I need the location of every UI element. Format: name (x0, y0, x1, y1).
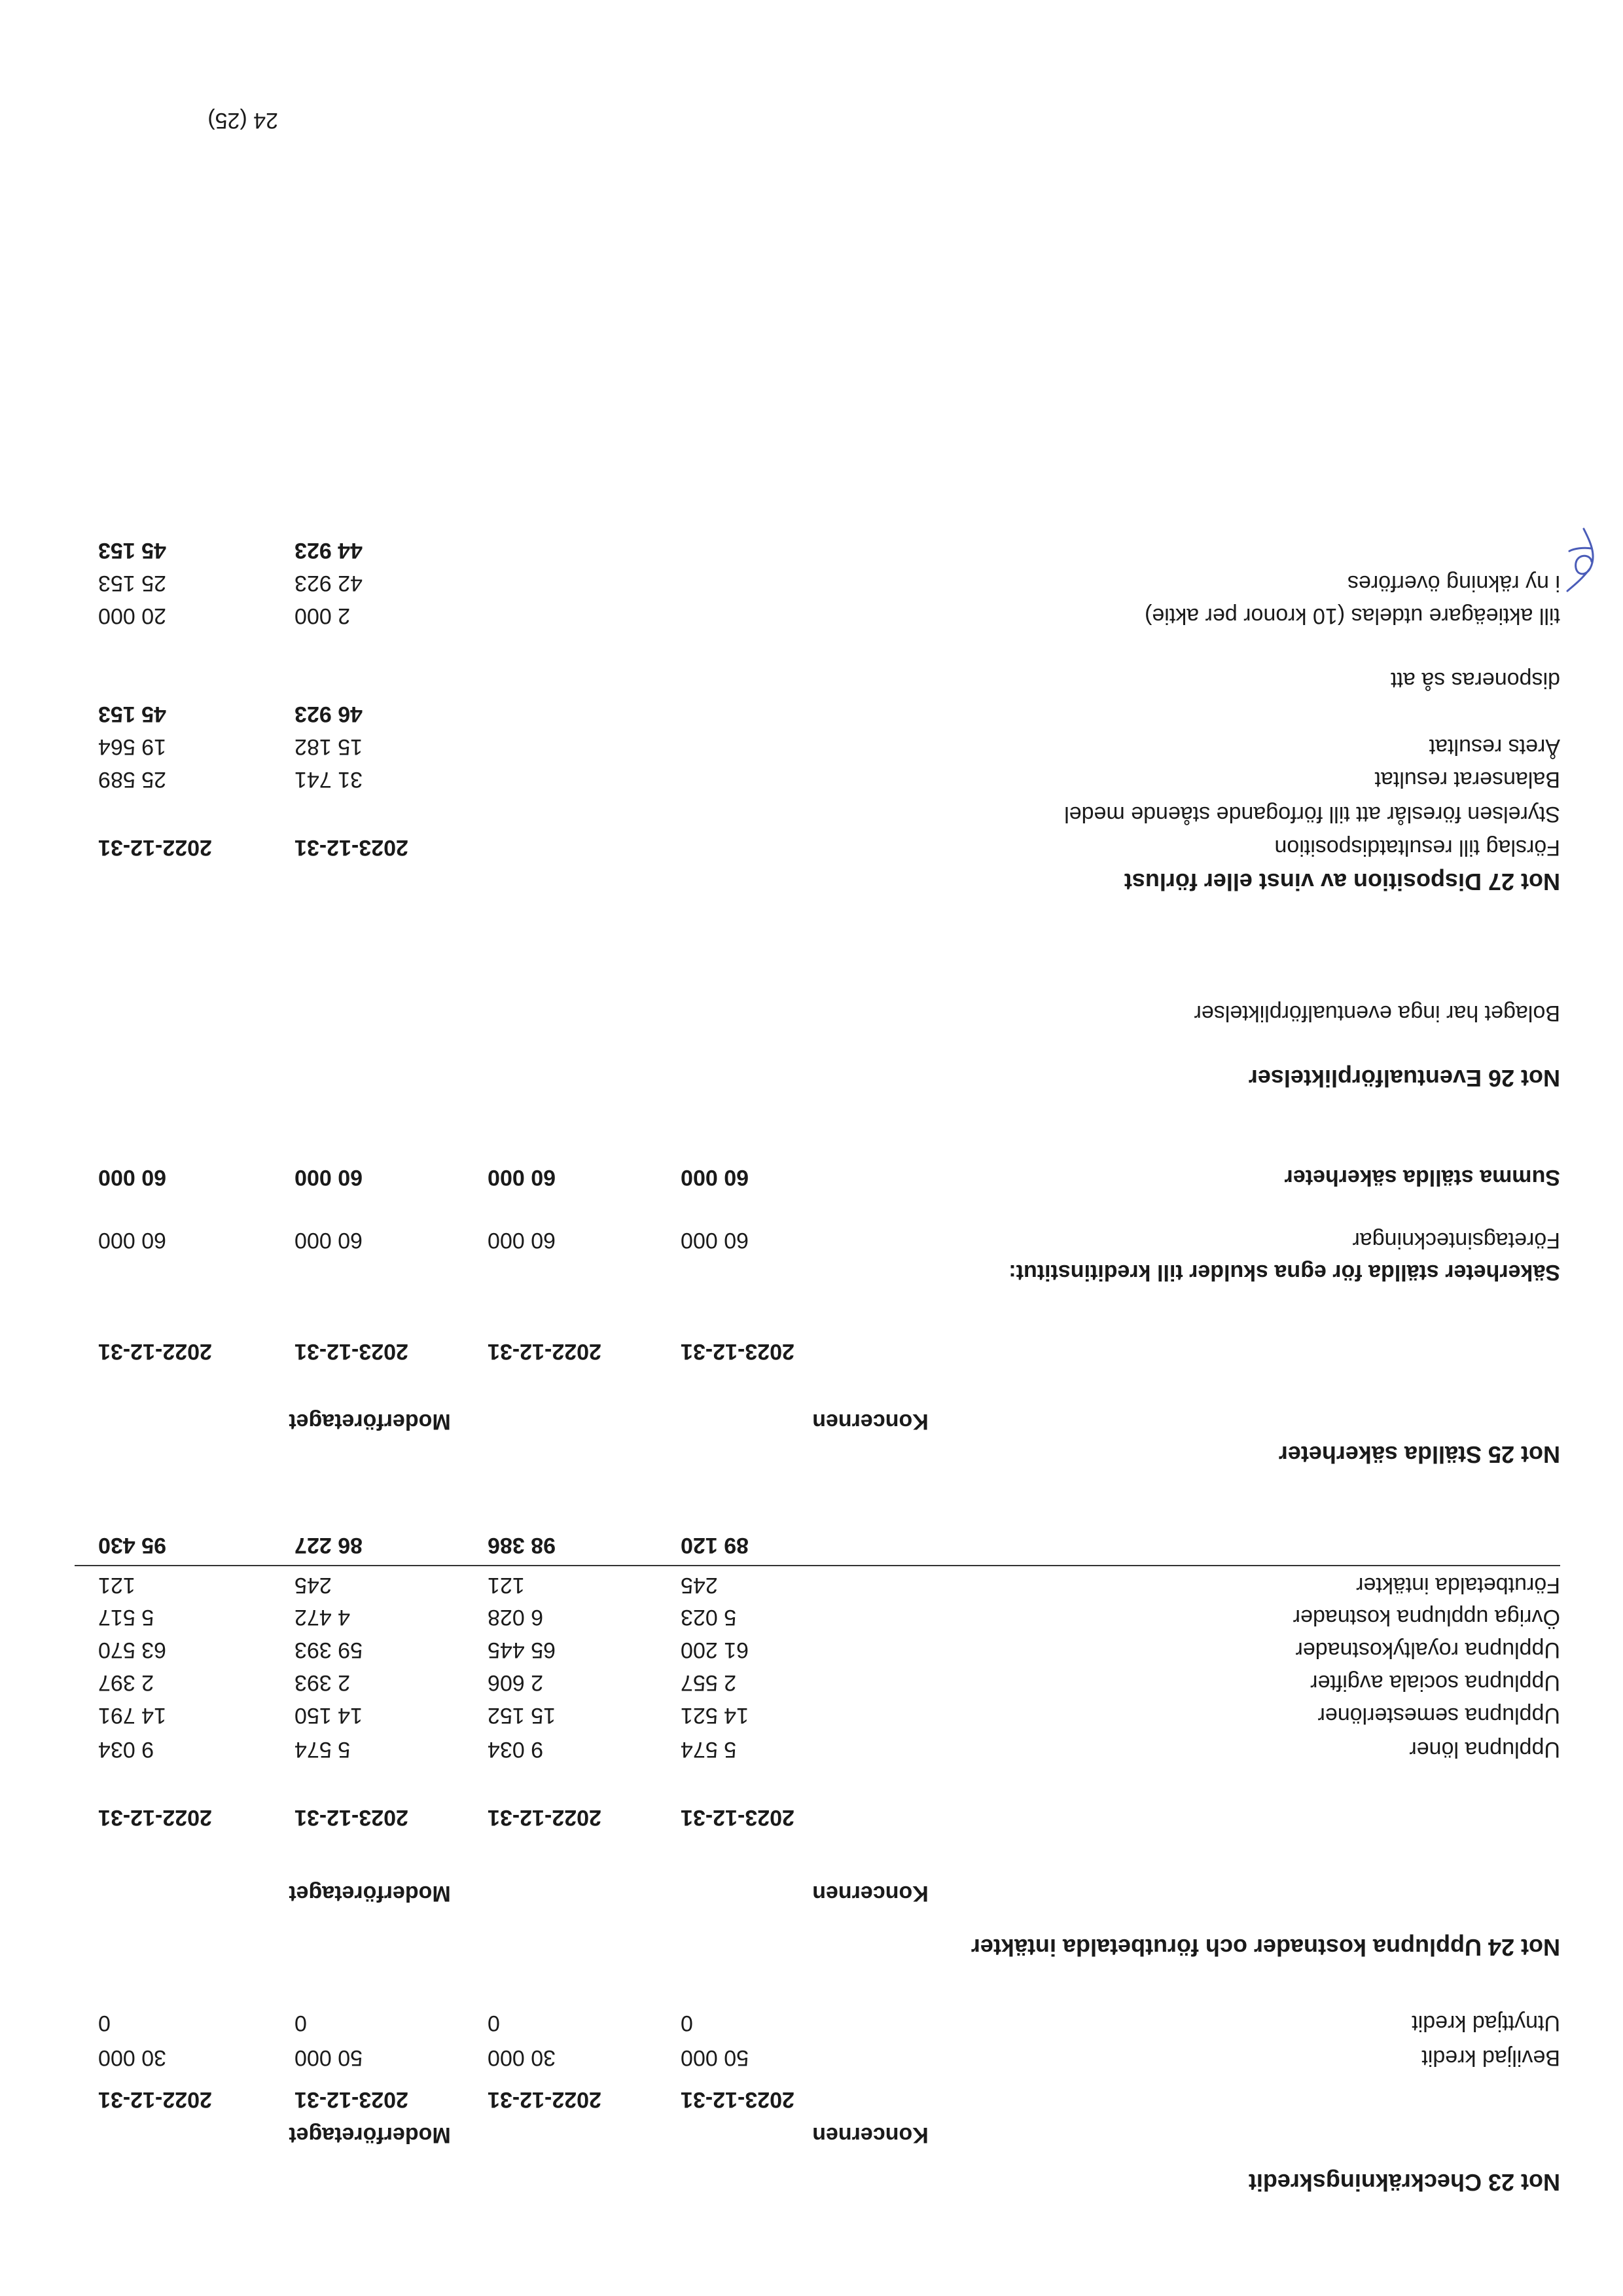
not27-row-value: 25 589 (98, 767, 166, 792)
not27-col-1: 2023-12-31 (294, 835, 408, 860)
not24-row-value: 9 034 (488, 1737, 544, 1762)
not24-row-value: 9 034 (98, 1737, 154, 1762)
not23-row-value: 50 000 (681, 2045, 749, 2070)
group-moderforetaget: Moderföretaget (289, 1409, 451, 1434)
not24-row-value: 6 028 (488, 1605, 544, 1630)
not25-col-2: 2022-12-31 (488, 1339, 601, 1364)
not24-total-rule (75, 1565, 1560, 1566)
not27-row-label: Balanserat resultat (1374, 767, 1560, 792)
not24-row-value: 5 574 (294, 1737, 351, 1762)
not27-sum2-value: 44 923 (294, 538, 363, 563)
not24-row-value: 2 397 (98, 1670, 154, 1695)
not24-row-value: 121 (98, 1573, 135, 1598)
not27-sum2-value: 45 153 (98, 538, 166, 563)
not24-col-3: 2023-12-31 (294, 1805, 408, 1830)
not25-total-value: 60 000 (488, 1165, 556, 1190)
not26-text: Bolaget har inga eventualförpliktelser (1194, 1001, 1560, 1026)
not23-row-value: 0 (681, 2011, 693, 2036)
not27-row-label: Årets resultat (1429, 734, 1560, 759)
not27-row2-value: 2 000 (294, 603, 351, 628)
not24-col-2: 2022-12-31 (488, 1805, 601, 1830)
not24-row-value: 2 606 (488, 1670, 544, 1695)
not27-row-value: 19 564 (98, 734, 166, 759)
not24-total-value: 98 386 (488, 1533, 556, 1558)
not24-row-value: 59 393 (294, 1638, 363, 1662)
not24-row-value: 14 791 (98, 1703, 166, 1728)
not24-row-label: Upplupna löner (1409, 1737, 1560, 1762)
not24-total-value: 89 120 (681, 1533, 749, 1558)
not23-col-4: 2022-12-31 (98, 2087, 212, 2112)
not23-title: Not 23 Checkräkningskredit (1248, 2169, 1560, 2196)
not24-col-1: 2023-12-31 (681, 1805, 794, 1830)
not24-row-label: Övriga upplupna kostnader (1293, 1605, 1560, 1630)
not24-row-value: 65 445 (488, 1638, 556, 1662)
not24-row-value: 245 (681, 1573, 718, 1598)
group-moderforetaget: Moderföretaget (289, 1881, 451, 1906)
not24-row-value: 121 (488, 1573, 525, 1598)
not27-title: Not 27 Disposition av vinst eller förlust (1124, 869, 1560, 895)
not24-row-value: 5 517 (98, 1605, 154, 1630)
not24-row-value: 5 023 (681, 1605, 737, 1630)
not23-row-value: 30 000 (98, 2045, 166, 2070)
not24-row-label: Upplupna semesterlöner (1317, 1703, 1560, 1728)
not23-col-2: 2022-12-31 (488, 2087, 601, 2112)
not24-row-value: 245 (294, 1573, 332, 1598)
not25-row-value: 60 000 (488, 1228, 556, 1253)
not23-row-value: 50 000 (294, 2045, 363, 2070)
not27-row2-value: 20 000 (98, 603, 166, 628)
signature-initials-mark (1558, 522, 1610, 594)
not27-row2-label: i ny räkning överföres (1347, 571, 1560, 596)
not27-row-value: 15 182 (294, 734, 363, 759)
not27-col-2: 2022-12-31 (98, 835, 212, 860)
not24-row-value: 14 521 (681, 1703, 749, 1728)
not25-col-1: 2023-12-31 (681, 1339, 794, 1364)
not24-col-4: 2022-12-31 (98, 1805, 212, 1830)
not24-row-label: Upplupna sociala avgifter (1310, 1670, 1560, 1695)
not26-title: Not 26 Eventualförpliktelser (1248, 1065, 1560, 1092)
not24-row-label: Upplupna royaltykostnader (1295, 1638, 1560, 1662)
group-moderforetaget: Moderföretaget (289, 2123, 451, 2147)
not25-row-label: Företagsinteckningar (1352, 1228, 1560, 1253)
not25-title: Not 25 Ställda säkerheter (1278, 1441, 1560, 1468)
not25-total-value: 60 000 (294, 1165, 363, 1190)
not25-total-label: Summa ställda säkerheter (1284, 1165, 1560, 1190)
not24-row-label: Förutbetalda intäkter (1356, 1573, 1560, 1598)
not23-row-value: 0 (488, 2011, 500, 2036)
not23-row-value: 30 000 (488, 2045, 556, 2070)
not27-dispose-label: disponeras så att (1391, 668, 1560, 692)
not27-intro2: Styrelsen föreslår att till förfogande stående medel (1064, 802, 1560, 827)
not24-row-value: 61 200 (681, 1638, 749, 1662)
not24-row-value: 5 574 (681, 1737, 737, 1762)
not27-row-value: 31 741 (294, 767, 363, 792)
group-koncernen: Koncernen (812, 2123, 929, 2147)
not23-row-value: 0 (98, 2011, 111, 2036)
not27-row2-value: 25 153 (98, 571, 166, 596)
not25-row-value: 60 000 (681, 1228, 749, 1253)
not25-col-4: 2022-12-31 (98, 1339, 212, 1364)
not24-total-value: 86 227 (294, 1533, 363, 1558)
not24-title: Not 24 Upplupna kostnader och förutbetalda intäkter (971, 1934, 1560, 1961)
page-number: 24 (25) (207, 108, 278, 133)
group-koncernen: Koncernen (812, 1409, 929, 1434)
group-koncernen: Koncernen (812, 1881, 929, 1906)
not24-row-value: 63 570 (98, 1638, 166, 1662)
not27-sum1-value: 45 153 (98, 702, 166, 726)
not25-row-value: 60 000 (98, 1228, 166, 1253)
not25-row-value: 60 000 (294, 1228, 363, 1253)
not24-row-value: 4 472 (294, 1605, 351, 1630)
not23-row-label: Beviljad kredit (1421, 2045, 1560, 2070)
not23-col-3: 2023-12-31 (294, 2087, 408, 2112)
not24-row-value: 14 150 (294, 1703, 363, 1728)
not24-row-value: 2 393 (294, 1670, 351, 1695)
not25-subheading: Säkerheter ställda för egna skulder till kreditinstitut: (1008, 1260, 1560, 1285)
not23-row-value: 0 (294, 2011, 307, 2036)
not27-row2-value: 42 923 (294, 571, 363, 596)
not24-row-value: 2 557 (681, 1670, 737, 1695)
not24-row-value: 15 152 (488, 1703, 556, 1728)
not27-intro: Förslag till resultatdisposition (1274, 835, 1560, 860)
not25-col-3: 2023-12-31 (294, 1339, 408, 1364)
not27-sum1-value: 46 923 (294, 702, 363, 726)
not25-total-value: 60 000 (98, 1165, 166, 1190)
not23-col-1: 2023-12-31 (681, 2087, 794, 2112)
not27-row2-label: till aktieägare utdelas (10 kronor per aktie) (1145, 603, 1560, 628)
not25-total-value: 60 000 (681, 1165, 749, 1190)
not23-row-label: Utnyttjad kredit (1412, 2011, 1560, 2036)
not24-total-value: 95 430 (98, 1533, 166, 1558)
